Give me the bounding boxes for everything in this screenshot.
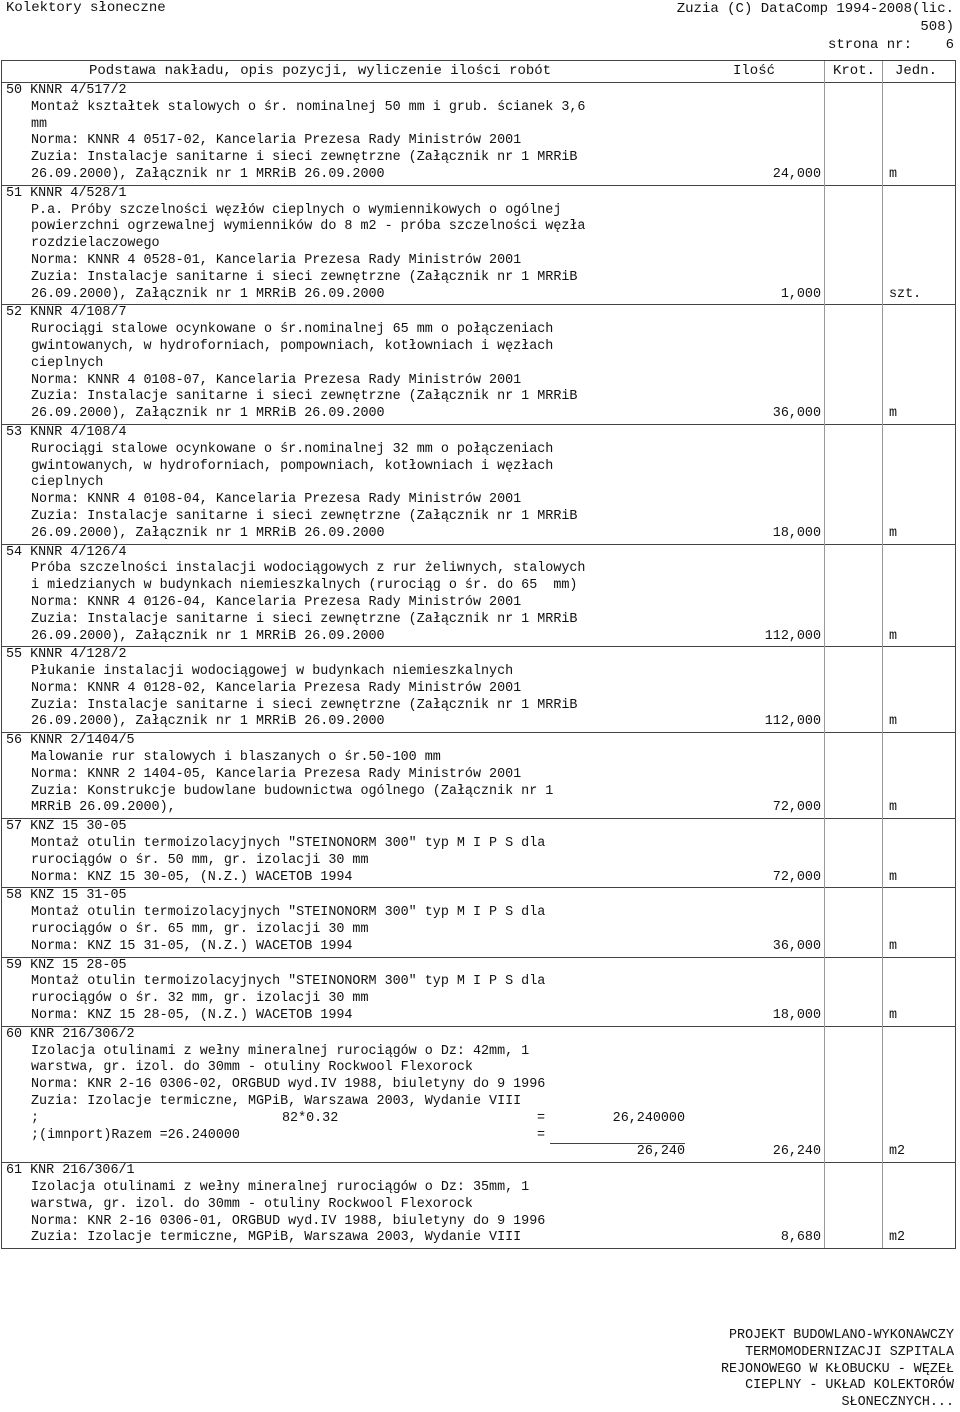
item-code: 50 KNNR 4/517/2: [6, 83, 127, 98]
item-text: mm: [31, 116, 48, 132]
item-text: i miedzianych w budynkach niemieszkalnych (rurociąg o śr. do 65 mm): [31, 578, 578, 594]
item-quantity: 36,000: [772, 938, 821, 954]
item-description-line: [2, 219, 955, 236]
column-header-multiplier: Krot.: [833, 63, 876, 79]
item-text: gwintowanych, w hydroforniach, pompowniach, kotłowniach i węzłach: [31, 338, 554, 354]
item-description-line: [2, 1060, 955, 1077]
item-description-line: [2, 373, 955, 390]
item-description-line: [2, 1180, 955, 1197]
item-text: Zuzia: Izolacje termiczne, MGPiB, Warszawa 2003, Wydanie VIII: [31, 1230, 522, 1246]
item-text: warstwa, gr. izol. do 30mm - otuliny Rockwool Flexorock: [31, 1196, 473, 1212]
estimate-item: [2, 888, 955, 957]
calc-expression: 82*0.32: [282, 1110, 339, 1126]
column-divider: [882, 61, 883, 1248]
item-quantity: 26,240: [772, 1144, 821, 1160]
item-unit: m: [889, 628, 898, 644]
calculation-total-line: [2, 1144, 955, 1161]
item-description-line: [2, 492, 955, 509]
item-description-line: [2, 526, 955, 543]
item-unit: m2: [889, 1144, 906, 1160]
item-quantity: 36,000: [772, 406, 821, 422]
item-text: rurociągów o śr. 32 mm, gr. izolacji 30 mm: [31, 991, 369, 1007]
item-description-line: [2, 595, 955, 612]
page-number-line: [554, 36, 954, 54]
item-description-line: [2, 698, 955, 715]
item-description-line: [2, 1077, 955, 1094]
item-code: 55 KNNR 4/128/2: [6, 647, 127, 663]
item-description-line: [2, 509, 955, 526]
item-description-line: [2, 475, 955, 492]
estimate-item: [2, 647, 955, 733]
item-code: 51 KNNR 4/528/1: [6, 185, 127, 201]
calculation-line: [2, 1111, 955, 1128]
item-text: Rurociągi stalowe ocynkowane o śr.nominalnej 32 mm o połączeniach: [31, 441, 554, 457]
item-text: 26.09.2000), Załącznik nr 1 MRRiB 26.09.2000: [31, 525, 385, 541]
item-description-line: [2, 100, 955, 117]
item-description-line: [2, 117, 955, 134]
item-description-line: [2, 322, 955, 339]
footer-line: SŁONECZNYCH...: [841, 1395, 954, 1411]
item-text: Malowanie rur stalowych i blaszanych o śr.50-100 mm: [31, 750, 441, 766]
item-unit: m: [889, 166, 898, 182]
item-text: Zuzia: Konstrukcje budowlane budownictwa ogólnego (Załącznik nr 1: [31, 783, 554, 799]
footer-line: CIEPLNY - UKŁAD KOLEKTORÓW: [745, 1378, 954, 1394]
item-text: Rurociągi stalowe ocynkowane o śr.nominalnej 65 mm o połączeniach: [31, 322, 554, 338]
item-unit: m: [889, 800, 898, 816]
item-description-line: [2, 203, 955, 220]
item-text: Norma: KNNR 4 0528-01, Kancelaria Prezesa Rady Ministrów 2001: [31, 252, 522, 268]
item-description-line: [2, 974, 955, 991]
item-text: Montaż otulin termoizolacyjnych "STEINONORM 300" typ M I P S dla: [31, 905, 546, 921]
item-quantity: 24,000: [772, 166, 821, 182]
estimate-item: [2, 958, 955, 1027]
item-unit: szt.: [889, 286, 922, 302]
calc-equals: =: [537, 1127, 546, 1143]
item-description-line: [2, 939, 955, 956]
item-quantity: 18,000: [772, 525, 821, 541]
item-description-line: [2, 1230, 955, 1247]
item-text: rurociągów o śr. 65 mm, gr. izolacji 30 mm: [31, 922, 369, 938]
item-description-line: [2, 339, 955, 356]
item-description-line: [2, 836, 955, 853]
item-text: Próba szczelności instalacji wodociągowych z rur żeliwnych, stalowych: [31, 561, 586, 577]
item-unit: m2: [889, 1230, 906, 1246]
estimate-item: [2, 1163, 955, 1248]
item-text: Montaż kształtek stalowych o śr. nominalnej 50 mm i grub. ścianek 3,6: [31, 99, 586, 115]
column-header-unit: Jedn.: [895, 63, 938, 79]
item-quantity: 112,000: [764, 628, 821, 644]
item-description-line: [2, 150, 955, 167]
item-text: Norma: KNR 2-16 0306-01, ORGBUD wyd.IV 1988, biuletyny do 9 1996: [31, 1213, 546, 1229]
calc-subtotal: 26,240: [636, 1144, 685, 1160]
estimate-item: [2, 186, 955, 306]
license-number: 508): [920, 19, 954, 35]
footer-line: REJONOWEGO W KŁOBUCKU - WĘZEŁ: [720, 1361, 954, 1377]
item-quantity: 72,000: [772, 800, 821, 816]
item-description-line: [2, 578, 955, 595]
project-footer: [654, 1328, 954, 1412]
item-text: Zuzia: Instalacje sanitarne i sieci zewnętrzne (Załącznik nr 1 MRRiB: [31, 697, 578, 713]
footer-line: PROJEKT BUDOWLANO-WYKONAWCZY: [729, 1328, 954, 1343]
page-number: 6: [945, 37, 954, 53]
item-quantity: 1,000: [780, 286, 821, 302]
item-quantity: 18,000: [772, 1008, 821, 1024]
item-description-line: [2, 1197, 955, 1214]
calc-label: ;: [31, 1110, 40, 1126]
item-code: 53 KNNR 4/108/4: [6, 424, 127, 440]
item-text: Norma: KNZ 15 28-05, (N.Z.) WACETOB 1994: [31, 1008, 353, 1024]
item-text: 26.09.2000), Załącznik nr 1 MRRiB 26.09.2000: [31, 166, 385, 182]
item-description-line: [2, 681, 955, 698]
item-description-line: [2, 389, 955, 406]
item-description-line: [2, 133, 955, 150]
item-text: Zuzia: Instalacje sanitarne i sieci zewnętrzne (Załącznik nr 1 MRRiB: [31, 508, 578, 524]
item-text: Zuzia: Instalacje sanitarne i sieci zewnętrzne (Załącznik nr 1 MRRiB: [31, 611, 578, 627]
item-description-line: [2, 612, 955, 629]
item-unit: m: [889, 938, 898, 954]
item-code: 57 KNZ 15 30-05: [6, 819, 127, 835]
estimate-item: [2, 83, 955, 186]
estimate-item: [2, 733, 955, 819]
item-text: Norma: KNR 2-16 0306-02, ORGBUD wyd.IV 1988, biuletyny do 9 1996: [31, 1077, 546, 1093]
column-header-quantity: Ilość: [733, 63, 776, 79]
item-text: Zuzia: Instalacje sanitarne i sieci zewnętrzne (Załącznik nr 1 MRRiB: [31, 389, 578, 405]
item-text: Montaż otulin termoizolacyjnych "STEINONORM 300" typ M I P S dla: [31, 974, 546, 990]
item-description-line: [2, 561, 955, 578]
item-code: 58 KNZ 15 31-05: [6, 888, 127, 904]
item-code: 60 KNR 216/306/2: [6, 1026, 135, 1042]
item-text: rurociągów o śr. 50 mm, gr. izolacji 30 mm: [31, 852, 369, 868]
item-description-line: [2, 167, 955, 184]
calc-equals: =: [537, 1110, 546, 1126]
item-description-line: [2, 287, 955, 304]
item-description-line: [2, 664, 955, 681]
page-header-info: [554, 0, 954, 54]
item-description-line: [2, 905, 955, 922]
item-code: 59 KNZ 15 28-05: [6, 957, 127, 973]
item-text: Zuzia: Izolacje termiczne, MGPiB, Warszawa 2003, Wydanie VIII: [31, 1094, 522, 1110]
item-description-line: [2, 750, 955, 767]
column-header-description: Podstawa nakładu, opis pozycji, wyliczenie ilości robót: [89, 63, 552, 79]
item-description-line: [2, 356, 955, 373]
item-unit: m: [889, 525, 898, 541]
item-text: Norma: KNNR 4 0517-02, Kancelaria Prezesa Rady Ministrów 2001: [31, 133, 522, 149]
item-description-line: [2, 922, 955, 939]
item-quantity: 8,680: [780, 1230, 821, 1246]
estimate-item: [2, 425, 955, 545]
item-description-line: [2, 784, 955, 801]
item-text: 26.09.2000), Załącznik nr 1 MRRiB 26.09.2000: [31, 714, 385, 730]
item-description-line: [2, 1008, 955, 1025]
item-text: powierzchni ogrzewalnej wymienników do 8 m2 - próba szczelności węzła: [31, 219, 586, 235]
item-code: 52 KNNR 4/108/7: [6, 305, 127, 321]
item-text: Zuzia: Instalacje sanitarne i sieci zewnętrzne (Załącznik nr 1 MRRiB: [31, 269, 578, 285]
item-text: gwintowanych, w hydroforniach, pompowniach, kotłowniach i węzłach: [31, 458, 554, 474]
estimate-item: [2, 305, 955, 425]
item-quantity: 112,000: [764, 714, 821, 730]
estimate-item: [2, 819, 955, 888]
item-description-line: [2, 991, 955, 1008]
item-text: Izolacja otulinami z wełny mineralnej rurociągów o Dz: 42mm, 1: [31, 1043, 530, 1059]
item-text: Norma: KNNR 4 0126-04, Kancelaria Prezesa Rady Ministrów 2001: [31, 594, 522, 610]
item-description-line: [2, 253, 955, 270]
cost-estimate-table: [1, 60, 956, 1249]
item-text: Norma: KNNR 4 0108-07, Kancelaria Prezesa Rady Ministrów 2001: [31, 372, 522, 388]
item-text: Norma: KNZ 15 31-05, (N.Z.) WACETOB 1994: [31, 938, 353, 954]
item-text: warstwa, gr. izol. do 30mm - otuliny Rockwool Flexorock: [31, 1060, 473, 1076]
item-unit: m: [889, 869, 898, 885]
item-unit: m: [889, 1008, 898, 1024]
item-description-line: [2, 714, 955, 731]
calculation-line: [2, 1128, 955, 1145]
item-quantity: 72,000: [772, 869, 821, 885]
item-text: Płukanie instalacji wodociągowej w budynkach niemieszkalnych: [31, 664, 514, 680]
item-text: MRRiB 26.09.2000),: [31, 800, 176, 816]
item-description-line: [2, 853, 955, 870]
item-text: Zuzia: Instalacje sanitarne i sieci zewnętrzne (Załącznik nr 1 MRRiB: [31, 150, 578, 166]
item-text: 26.09.2000), Załącznik nr 1 MRRiB 26.09.2000: [31, 628, 385, 644]
item-description-line: [2, 442, 955, 459]
item-description-line: [2, 629, 955, 646]
document-title: Kolektory słoneczne: [6, 0, 166, 16]
item-description-line: [2, 1044, 955, 1061]
item-text: Norma: KNNR 2 1404-05, Kancelaria Prezesa Rady Ministrów 2001: [31, 766, 522, 782]
item-description-line: [2, 1094, 955, 1111]
item-description-line: [2, 236, 955, 253]
item-text: Montaż otulin termoizolacyjnych "STEINONORM 300" typ M I P S dla: [31, 836, 546, 852]
item-text: Izolacja otulinami z wełny mineralnej rurociągów o Dz: 35mm, 1: [31, 1180, 530, 1195]
calc-value: 26,240000: [612, 1110, 685, 1126]
item-description-line: [2, 459, 955, 476]
item-text: Norma: KNNR 4 0108-04, Kancelaria Prezesa Rady Ministrów 2001: [31, 492, 522, 508]
item-text: 26.09.2000), Załącznik nr 1 MRRiB 26.09.2000: [31, 406, 385, 422]
calc-label: ;(imnport)Razem =26.240000: [31, 1127, 240, 1143]
item-text: rozdzielaczowego: [31, 236, 160, 252]
entries-list: [2, 83, 955, 1248]
software-credit: Zuzia (C) DataComp 1994-2008(lic.: [676, 1, 954, 17]
item-code: 61 KNR 216/306/1: [6, 1163, 135, 1179]
item-text: Norma: KNZ 15 30-05, (N.Z.) WACETOB 1994: [31, 869, 353, 885]
item-text: P.a. Próby szczelności węzłów cieplnych o wymiennikowych o ogólnej: [31, 202, 562, 218]
page-label: strona nr:: [827, 37, 912, 53]
item-code: 54 KNNR 4/126/4: [6, 544, 127, 560]
item-description-line: [2, 1214, 955, 1231]
item-description-line: [2, 767, 955, 784]
estimate-item: [2, 545, 955, 648]
item-description-line: [2, 270, 955, 287]
estimate-item: [2, 1027, 955, 1163]
footer-line: TERMOMODERNIZACJI SZPITALA: [745, 1344, 954, 1360]
column-divider: [824, 61, 825, 1248]
item-description-line: [2, 406, 955, 423]
item-text: cieplnych: [31, 475, 104, 491]
item-description-line: [2, 870, 955, 887]
item-text: 26.09.2000), Załącznik nr 1 MRRiB 26.09.2000: [31, 286, 385, 302]
item-text: Norma: KNNR 4 0128-02, Kancelaria Prezesa Rady Ministrów 2001: [31, 680, 522, 696]
item-unit: m: [889, 714, 898, 730]
item-text: cieplnych: [31, 355, 104, 371]
item-unit: m: [889, 406, 898, 422]
item-description-line: [2, 800, 955, 817]
table-header: [2, 61, 955, 83]
item-code: 56 KNNR 2/1404/5: [6, 733, 135, 749]
